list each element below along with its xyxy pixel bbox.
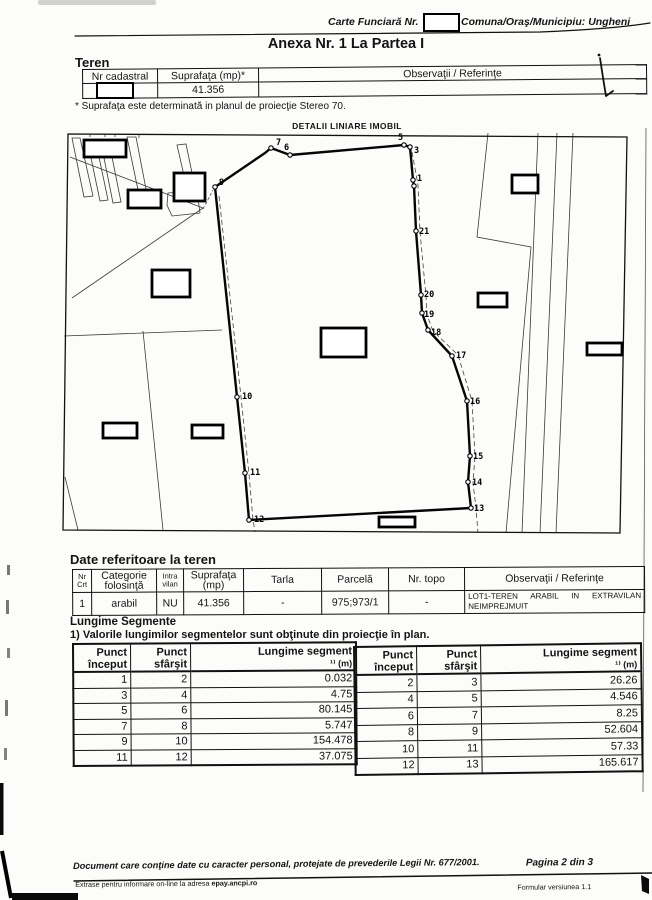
teren-header-suprafata: Suprafaţa (mp)* (158, 68, 259, 83)
vertex-marker (235, 395, 239, 399)
dt-cell-intravilan: NU (157, 592, 184, 615)
dt-h-nrcrt: Nr Crt (73, 569, 92, 592)
vertex-marker (411, 178, 415, 182)
segments-table-right (353, 642, 644, 776)
seg-h-lungime-label: Lungime segment (542, 646, 638, 660)
page-number: Pagina 2 din 3 (525, 857, 594, 869)
pen-dot (598, 54, 601, 57)
seg-h-lungime-label: Lungime segment (257, 645, 353, 658)
vertex-marker (414, 229, 418, 233)
seg-cell: 7 (73, 719, 131, 735)
vertex-marker (269, 146, 273, 150)
seg-cell: 11 (74, 750, 132, 766)
vertex-marker (247, 518, 251, 522)
segment-row (74, 733, 357, 750)
vertex-label: 1 (417, 174, 423, 184)
seg-cell: 5.747 (191, 717, 357, 734)
dt-h-observatii: Observaţii / Referinţe (464, 567, 644, 591)
vertex-label: 13 (474, 504, 485, 514)
vertex-label: 10 (242, 392, 253, 402)
seg-cell: 6 (131, 703, 191, 719)
segment-row (74, 748, 357, 766)
seg-cell: 5 (417, 690, 481, 707)
seg-cell: 10 (131, 734, 191, 750)
dt-cell-categorie: arabil (92, 592, 157, 615)
dt-cell-parcela: 975;973/1 (322, 591, 389, 614)
dt-h-nrtopo: Nr. topo (388, 567, 464, 590)
stereo70-footnote: * Suprafaţa este determinată in planul de proiecţie Stereo 70. (75, 101, 346, 112)
extrase-line (75, 878, 257, 889)
redaction-box-carte-nr (423, 13, 460, 32)
vertex-marker (243, 471, 247, 475)
seg-cell: 52.604 (482, 721, 643, 740)
teren-cell-observatii (259, 79, 647, 97)
page-title: Anexa Nr. 1 La Partea I (267, 36, 425, 52)
vertex-label: 15 (473, 452, 484, 462)
comuna-value: Ungheni (588, 16, 631, 28)
vertex-marker (450, 354, 454, 358)
seg-cell: 0.032 (191, 670, 357, 687)
formular-version: Formular versiunea 1.1 (517, 882, 592, 892)
dt-cell-suprafata: 41.356 (184, 592, 244, 615)
seg-cell: 8 (131, 718, 191, 734)
dt-h-intravilan: Intra vilan (157, 569, 184, 592)
seg-cell: 7 (417, 707, 481, 724)
seg-h-lungime (481, 643, 642, 673)
dt-h-parcela: Parcelă (321, 568, 388, 591)
vertex-marker (468, 454, 472, 458)
vertex-marker (469, 506, 473, 510)
segment-row (73, 670, 356, 688)
vertex-marker (213, 185, 217, 189)
seg-cell: 80.145 (191, 702, 357, 719)
vertex-label: 19 (424, 310, 435, 320)
vertex-label: 17 (456, 351, 467, 361)
comuna-line (461, 16, 630, 28)
seg-cell: 8 (355, 724, 418, 741)
seg-cell: 10 (355, 741, 418, 758)
dt-h-categorie: Categorie folosinţă (92, 569, 157, 592)
date-teren-title: Date referitoare la teren (70, 552, 216, 567)
teren-table (82, 64, 647, 99)
seg-cell: 4.75 (191, 686, 357, 703)
dt-h-tarla: Tarla (244, 568, 322, 591)
vertex-marker (419, 293, 423, 297)
seg-cell: 9 (418, 723, 482, 740)
vertex-marker (465, 399, 469, 403)
seg-cell: 11 (418, 740, 482, 757)
vertex-label: 20 (424, 290, 435, 300)
seg-cell: 2 (131, 671, 191, 687)
seg-cell: 13 (418, 756, 482, 774)
vertex-label: 14 (472, 478, 483, 488)
seg-h-lungime-unit: ¹⁾ (m) (615, 659, 638, 670)
seg-cell: 4.546 (481, 688, 642, 707)
seg-h-punct-inceput: Punct început (73, 644, 131, 672)
page-footer (73, 856, 593, 900)
redaction-box (379, 517, 415, 527)
redaction-box (84, 140, 126, 157)
seg-h-punct-inceput: Punct început (354, 646, 417, 675)
dt-cell-nrcrt: 1 (73, 592, 92, 615)
seg-cell: 8.25 (481, 705, 642, 724)
vertex-label: 5 (398, 133, 404, 143)
redaction-box (587, 343, 622, 355)
vertex-label: 7 (276, 138, 282, 148)
teren-header-nr-cadastral: Nr cadastral (83, 69, 158, 84)
dt-cell-tarla: - (244, 591, 322, 614)
carte-funciara-label: Carte Funciară Nr. (328, 16, 419, 28)
vertex-label: 11 (250, 468, 261, 478)
privacy-notice: Document care conţine date cu caracter personal, protejate de prevederile Legii Nr. 677/2001. (73, 857, 480, 871)
seg-h-punct-sfarsit: Punct sfârşit (131, 643, 191, 671)
comuna-label: Comuna/Oraş/Municipiu: (461, 16, 586, 28)
seg-cell: 154.478 (191, 733, 357, 750)
segment-row (73, 686, 356, 703)
vertex-label: 21 (419, 227, 430, 237)
teren-header-observatii: Observaţii / Referinţe (258, 65, 646, 82)
lungime-segmente-note: 1) Valorile lungimilor segmentelor sunt obţinute din proiecţie în plan. (70, 629, 430, 641)
extrase-link: epay.ancpi.ro (211, 878, 258, 888)
segment-row (73, 702, 356, 719)
date-teren-table (72, 566, 645, 616)
redaction-box (321, 328, 366, 357)
seg-cell: 26.26 (481, 671, 642, 690)
segment-row (73, 717, 356, 734)
extrase-label: Extrase pentru informare on-line la adresa (75, 878, 212, 889)
seg-cell: 3 (417, 673, 481, 691)
seg-cell: 3 (73, 688, 131, 704)
dt-cell-nrtopo: - (389, 590, 465, 613)
page-edge-line (643, 128, 646, 792)
seg-cell: 12 (131, 749, 191, 765)
lungime-segmente-title: Lungime Segmente (70, 616, 177, 628)
seg-cell: 9 (74, 734, 132, 750)
vertex-label: 16 (470, 397, 481, 407)
dt-cell-observatii: LOT1-TEREN ARABIL IN EXTRAVILAN NEIMPREJMUIT (465, 590, 645, 614)
segment-row (355, 754, 642, 775)
seg-h-lungime (191, 642, 357, 671)
seg-cell: 37.075 (191, 748, 357, 765)
redaction-box (152, 270, 190, 297)
teren-cell-suprafata: 41.356 (158, 82, 259, 98)
vertex-marker (402, 143, 406, 147)
vertex-label: 12 (254, 515, 265, 525)
map-title: DETALII LINIARE IMOBIL (292, 121, 402, 131)
redaction-box (103, 423, 137, 438)
vertex-label: 6 (284, 143, 290, 153)
segments-table-left (72, 641, 358, 767)
seg-cell: 165.617 (482, 754, 643, 773)
dt-h-suprafata: Suprafaţa (mp) (184, 569, 244, 592)
redaction-box (174, 173, 205, 201)
seg-cell: 2 (354, 674, 417, 692)
vertex-marker (408, 145, 412, 149)
seg-cell: 5 (73, 703, 131, 719)
redaction-box-nr-cadastral (96, 82, 134, 99)
seg-h-lungime-unit: ¹⁾ (m) (330, 658, 353, 669)
vertex-label: 9 (219, 178, 225, 188)
vertex-label: 3 (414, 146, 420, 156)
vertex-marker (466, 480, 470, 484)
seg-cell: 4 (355, 691, 418, 708)
seg-cell: 57.33 (482, 738, 643, 757)
vertex-marker (426, 328, 430, 332)
seg-cell: 1 (73, 672, 131, 688)
seg-cell: 4 (131, 687, 191, 703)
teren-section-title: Teren (75, 55, 110, 70)
vertex-label: 18 (431, 328, 442, 338)
seg-cell: 12 (355, 757, 418, 775)
seg-cell: 6 (355, 708, 418, 725)
redaction-box (478, 293, 507, 307)
redaction-box (512, 175, 538, 193)
vertex-marker (412, 184, 416, 188)
redaction-box (128, 190, 161, 208)
redaction-box (192, 425, 223, 438)
seg-h-punct-sfarsit: Punct sfârşit (417, 645, 481, 674)
vertex-marker (288, 153, 292, 157)
